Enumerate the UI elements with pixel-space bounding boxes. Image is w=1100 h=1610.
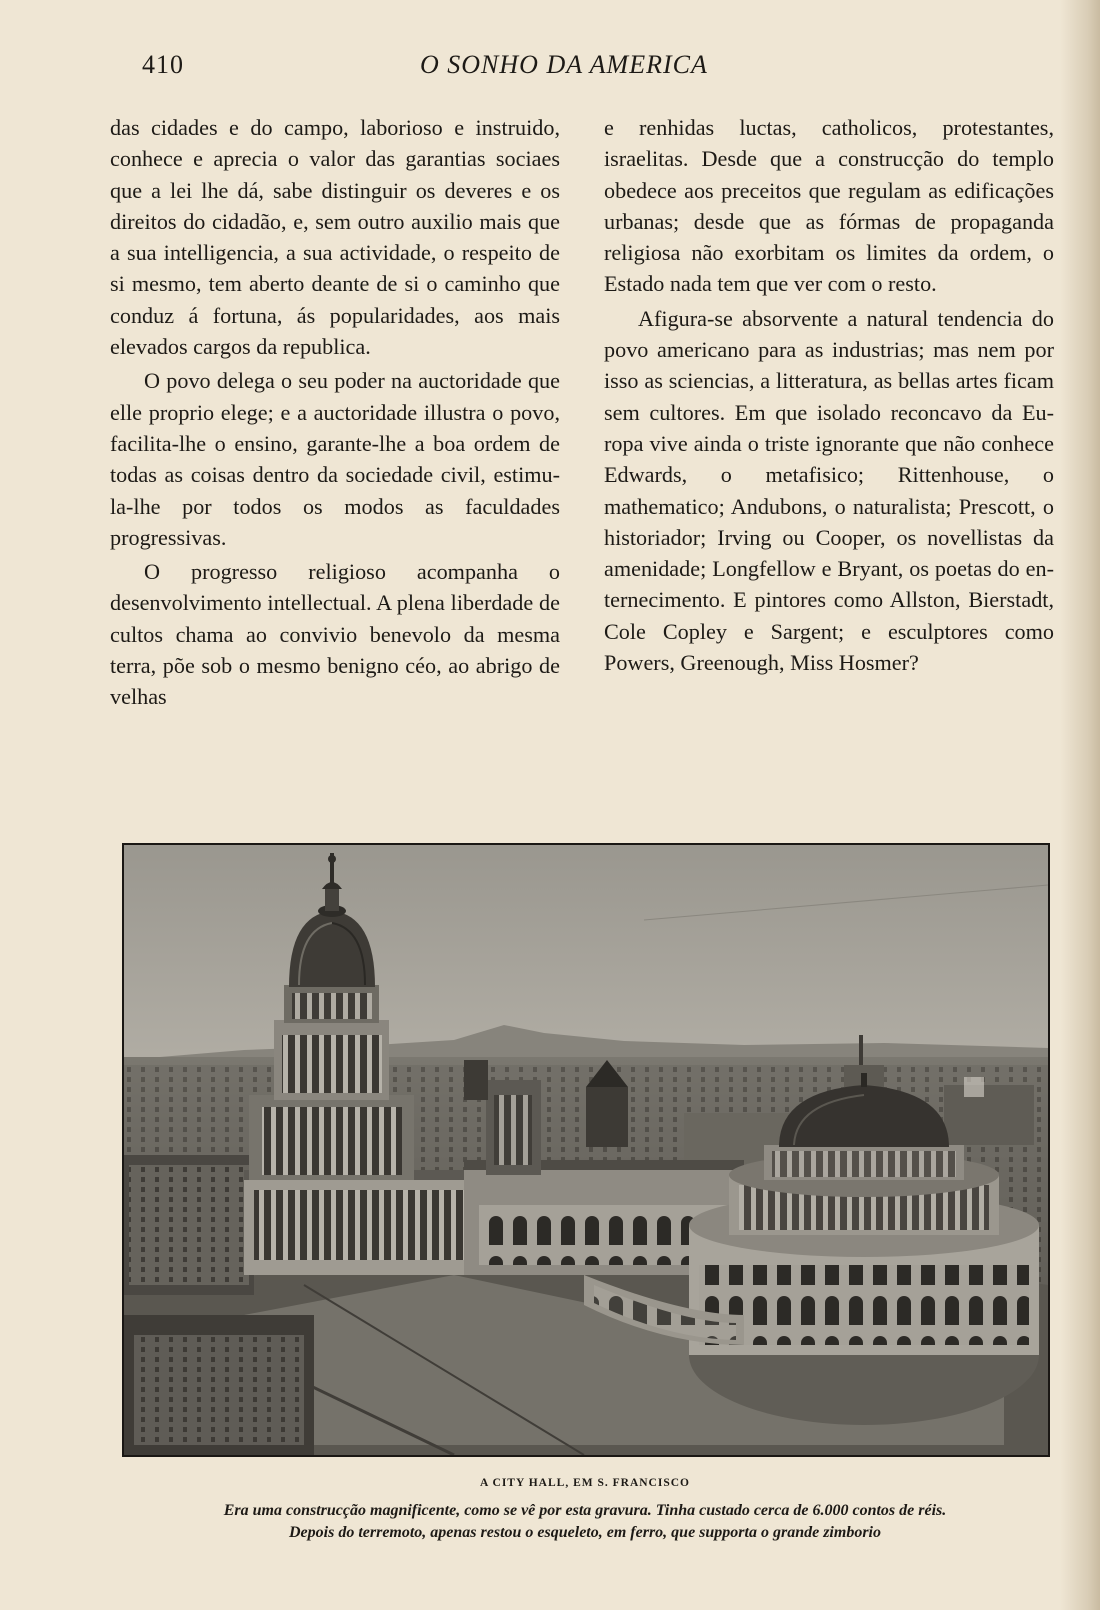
caption-line: Depois do terremoto, apenas restou o esqueleto, em ferro, que supporta o grande zimborio xyxy=(288,1524,881,1541)
paragraph: O povo delega o seu poder na auctoridade que elle proprio elege; e a auctoridade illustra o povo, facilita-lhe o ensino, garante-lhe a boa ordem de todas as coisas dentro da sociedade civil, estimula-lhe por todos os modos as faculdades progressivas. xyxy=(110,368,560,550)
city-hall-photograph xyxy=(122,843,1050,1457)
page-number: 410 xyxy=(142,50,184,79)
paragraph: das cidades e do campo, laborioso e instruido, conhece e aprecia o valor das garantias sociaes que a lei lhe dá, sabe distinguir os deveres e os direitos do cidadão, e, sem outro auxilio mais que a sua intelligencia, a sua actividade, o respeito de si mesmo, tem aberto deante de si o caminho que conduz á fortuna, ás popularidades, aos mais elevados cargos da republica. xyxy=(110,115,560,360)
right-column xyxy=(604,112,1054,681)
paragraph: e renhidas luctas, catholicos, protestantes, israelitas. Desde que a construcção do templo obedece aos preceitos que regulam as edificações urbanas; desde que as fórmas de propaganda religiosa não exorbitam os limites da ordem, o Estado nada tem que ver com o resto. xyxy=(604,115,1054,297)
left-column xyxy=(110,112,560,716)
figure-caption xyxy=(0,1500,1100,1544)
figure-caption-title: A CITY HALL, EM S. FRANCISCO xyxy=(479,1477,690,1489)
photograph-illustration xyxy=(124,845,1048,1455)
running-header xyxy=(140,48,1060,88)
paragraph: Afigura-se absorvente a natural tendencia do povo americano para as industrias; mas nem por isso as sciencias, a litteratura, as bellas artes ficam sem cultores. Em que isolado reconcavo da Europa vive ainda o triste ignorante que não conhece Edwards, o metafisico; Rittenhouse, o mathematico; Andubons, o naturalista; Prescott, o historiador; Irving ou Cooper, os novellistas da amenidade; Longfellow e Bryant, os poetas do enternecimento. E pintores como Allston, Bierstadt, Cole Copley e Sargent; e esculptores como Powers, Greenough, Miss Hosmer? xyxy=(604,305,1054,676)
paragraph: O progresso religioso acompanha o desenvolvimento intellectual. A plena liberdade de cultos chama ao convivio benevolo da mesma terra, põe sob o mesmo benigno céo, ao abrigo de velhas xyxy=(110,559,560,710)
caption-line: Era uma construcção magnificente, como se vê por esta gravura. Tinha custado cerca de 6.000 contos de réis. xyxy=(223,1502,947,1519)
running-title: O SONHO DA AMERICA xyxy=(420,50,708,79)
page-edge xyxy=(1060,0,1100,1610)
